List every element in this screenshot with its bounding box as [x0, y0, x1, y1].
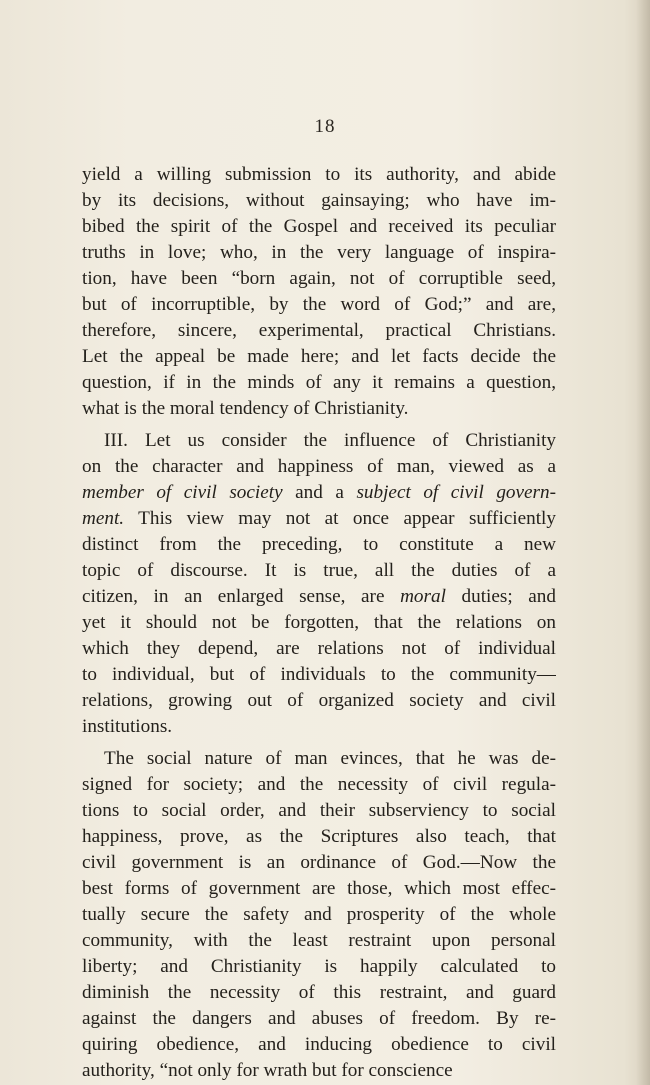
- italic-phrase: subject of civil govern-: [356, 482, 556, 503]
- paragraph: [82, 428, 556, 740]
- text-line: liberty; and Christianity is happily calculated to: [82, 956, 556, 977]
- text-line: quiring obedience, and inducing obedience to civil: [82, 1034, 556, 1055]
- text-line: but of incorruptible, by the word of God;” and are,: [82, 294, 556, 315]
- text-line: tually secure the safety and prosperity of the whole: [82, 904, 556, 925]
- paragraph: [82, 162, 556, 422]
- text-line: to individual, but of individuals to the community—: [82, 664, 556, 685]
- text-line: member of civil society and a subject of civil govern-: [82, 482, 556, 503]
- text-line: happiness, prove, as the Scriptures also teach, that: [82, 826, 556, 847]
- page-number: 18: [314, 116, 336, 137]
- text-line: question, if in the minds of any it remains a question,: [82, 372, 556, 393]
- page-edge-shadow: [636, 0, 650, 1085]
- text-line: which they depend, are relations not of individual: [82, 638, 556, 659]
- text-line: Let the appeal be made here; and let facts decide the: [82, 346, 556, 367]
- text-line: therefore, sincere, experimental, practical Christians.: [82, 320, 556, 341]
- text-line: diminish the necessity of this restraint, and guard: [82, 982, 556, 1003]
- text-line: against the dangers and abuses of freedom. By re-: [82, 1008, 556, 1029]
- text-line: truths in love; who, in the very language of inspira-: [82, 242, 556, 263]
- text-line: best forms of government are those, which most effec-: [82, 878, 556, 899]
- text-line: institutions.: [82, 716, 173, 737]
- italic-phrase: ment.: [82, 508, 125, 529]
- text-line: on the character and happiness of man, viewed as a: [82, 456, 556, 477]
- text-line: III. Let us consider the influence of Christianity: [104, 430, 556, 451]
- text-line: ment. This view may not at once appear sufficiently: [82, 508, 556, 529]
- text-line: community, with the least restraint upon personal: [82, 930, 556, 951]
- text-line: tion, have been “born again, not of corruptible seed,: [82, 268, 556, 289]
- text-line: relations, growing out of organized society and civil: [82, 690, 556, 711]
- text-line: The social nature of man evinces, that he was de-: [104, 748, 556, 769]
- text-line: distinct from the preceding, to constitute a new: [82, 534, 556, 555]
- text-line: by its decisions, without gainsaying; who have im-: [82, 190, 556, 211]
- paragraph: [82, 746, 556, 1084]
- text-line: what is the moral tendency of Christianity.: [82, 398, 409, 419]
- text-line: authority, “not only for wrath but for conscience: [82, 1060, 453, 1081]
- text-line: yield a willing submission to its authority, and abide: [82, 164, 556, 185]
- italic-phrase: moral: [400, 586, 446, 607]
- text-line: bibed the spirit of the Gospel and received its peculiar: [82, 216, 556, 237]
- italic-phrase: member of civil society: [82, 482, 283, 503]
- text-line: signed for society; and the necessity of civil regula-: [82, 774, 556, 795]
- text-line: yet it should not be forgotten, that the relations on: [82, 612, 556, 633]
- body-text: [82, 162, 556, 1084]
- text-line: tions to social order, and their subserviency to social: [82, 800, 556, 821]
- text-line: topic of discourse. It is true, all the duties of a: [82, 560, 556, 581]
- text-line: citizen, in an enlarged sense, are moral duties; and: [82, 586, 556, 607]
- text-line: civil government is an ordinance of God.—Now the: [82, 852, 556, 873]
